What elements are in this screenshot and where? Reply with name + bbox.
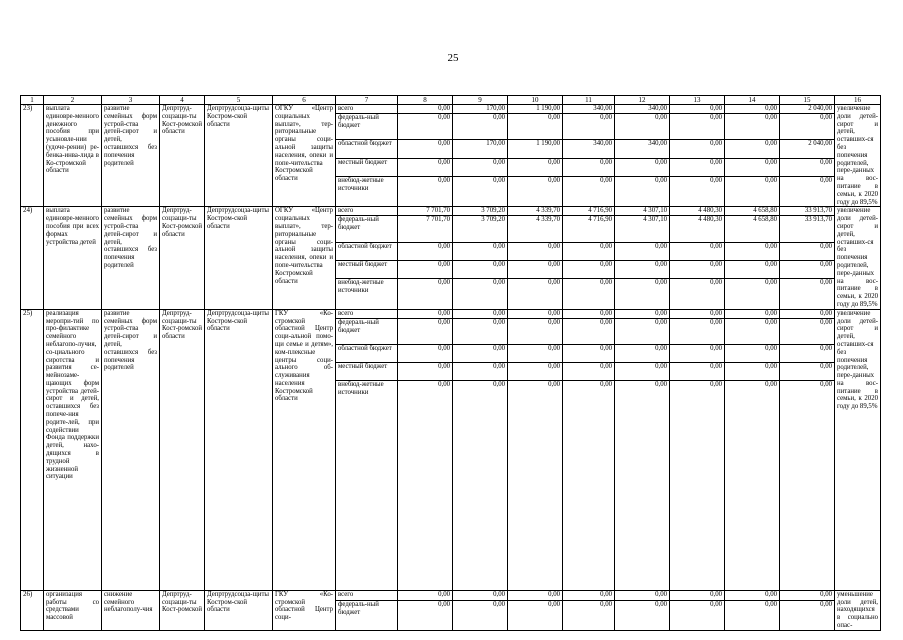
table-row [21,309,881,318]
expected-result: увеличение доли детей-сирот и детей, оставших-ся без попечения родителей, пере-данных на вос-питание в семьи, к 2020 году до 89,5% [835,105,881,207]
amount-cell: 0,00 [508,114,563,140]
amount-cell: 0,00 [453,261,508,279]
amount-cell: 0,00 [398,279,453,309]
amount-cell: 0,00 [615,344,670,362]
amount-cell: 0,00 [725,590,780,600]
amount-cell: 0,00 [615,242,670,260]
amount-cell: 0,00 [563,590,615,600]
amount-cell: 0,00 [563,158,615,176]
amount-cell: 340,00 [563,140,615,158]
amount-cell: 0,00 [725,105,780,114]
amount-cell: 0,00 [453,158,508,176]
amount-cell: 0,00 [780,114,835,140]
funding-source: внебюд-жетные источники [336,176,398,206]
amount-cell: 0,00 [615,176,670,206]
amount-cell: 0,00 [508,590,563,600]
amount-cell: 0,00 [670,380,725,590]
amount-cell: 0,00 [780,344,835,362]
measure-name: выплата единовре-менного денежного пособия при усыновле-нии (удоче-рении) ре-бенка-инва-лида в Ко-стромской области [44,105,102,207]
executor: Депртруд-соцзащи-ты Кост-ромской области [160,105,205,207]
amount-cell: 0,00 [398,362,453,380]
amount-cell: 0,00 [615,318,670,344]
amount-cell: 2 040,00 [780,140,835,158]
recipient: ОГКУ «Центр социальных выплат», тер-риториальные органы соци-альной защиты населения, опеки и попе-чительства Костромской области [273,207,336,309]
amount-cell: 0,00 [670,344,725,362]
amount-cell: 0,00 [670,279,725,309]
amount-cell: 0,00 [398,176,453,206]
funding-source: областной бюджет [336,140,398,158]
amount-cell: 340,00 [615,105,670,114]
amount-cell: 0,00 [615,362,670,380]
amount-cell: 0,00 [508,309,563,318]
amount-cell: 0,00 [508,176,563,206]
amount-cell: 0,00 [725,140,780,158]
amount-cell: 0,00 [780,380,835,590]
amount-cell: 2 040,00 [780,105,835,114]
amount-cell: 4 716,90 [563,216,615,242]
funding-source: областной бюджет [336,344,398,362]
amount-cell: 0,00 [780,176,835,206]
amount-cell: 0,00 [670,242,725,260]
amount-cell: 1 190,00 [508,140,563,158]
amount-cell: 0,00 [780,590,835,600]
amount-cell: 0,00 [398,344,453,362]
executor: Депртруд-соцзащи-ты Кост-ромской области [160,207,205,309]
program-table [20,95,881,631]
funding-source: местный бюджет [336,362,398,380]
amount-cell: 0,00 [670,176,725,206]
amount-cell: 170,00 [453,140,508,158]
measure-goal: развитие семейных форм устрой-ства детей-сирот и детей, оставшихся без попечения родителей [102,309,160,590]
header-cell: 9 [453,96,508,105]
funding-source: федераль-ный бюджет [336,601,398,631]
amount-cell: 0,00 [563,344,615,362]
amount-cell: 0,00 [398,590,453,600]
amount-cell: 0,00 [615,279,670,309]
amount-cell: 0,00 [563,601,615,631]
funding-source: всего [336,207,398,216]
amount-cell: 0,00 [508,344,563,362]
header-cell: 6 [273,96,336,105]
amount-cell: 0,00 [453,318,508,344]
header-cell: 5 [205,96,273,105]
amount-cell: 0,00 [508,362,563,380]
row-number: 26) [21,590,44,630]
funding-source: областной бюджет [336,242,398,260]
header-row [21,96,881,105]
expected-result: увеличение доли детей-сирот и детей, оставших-ся без попечения родителей, пере-данных на вос-питание в семьи, к 2020 году до 89,5% [835,207,881,309]
amount-cell: 0,00 [453,344,508,362]
amount-cell: 0,00 [670,140,725,158]
amount-cell: 0,00 [670,309,725,318]
amount-cell: 0,00 [563,242,615,260]
row-number: 25) [21,309,44,590]
funding-source: федераль-ный бюджет [336,216,398,242]
measure-name: выплата единовре-менного пособия при всех формах устройства детей [44,207,102,309]
amount-cell: 33 913,70 [780,216,835,242]
amount-cell: 340,00 [563,105,615,114]
funding-source: всего [336,309,398,318]
measure-name: организация работы со средствами массовой [44,590,102,630]
amount-cell: 0,00 [508,318,563,344]
amount-cell: 4 307,10 [615,216,670,242]
amount-cell: 0,00 [670,261,725,279]
amount-cell: 0,00 [453,114,508,140]
amount-cell: 0,00 [563,279,615,309]
executor: Депртруд-соцзащи-ты Кост-ромской области [160,309,205,590]
amount-cell: 0,00 [725,309,780,318]
amount-cell: 4 658,80 [725,216,780,242]
table-row [21,105,881,114]
amount-cell: 0,00 [508,261,563,279]
amount-cell: 0,00 [725,344,780,362]
amount-cell: 0,00 [453,362,508,380]
amount-cell: 0,00 [563,261,615,279]
amount-cell: 0,00 [398,105,453,114]
amount-cell: 0,00 [780,158,835,176]
table-row [21,590,881,600]
header-cell: 14 [725,96,780,105]
amount-cell: 0,00 [780,309,835,318]
amount-cell: 0,00 [398,242,453,260]
recipient: ОГКУ «Центр социальных выплат», тер-риториальные органы соци-альной защиты населения, опеки и попе-чительства Костромской области [273,105,336,207]
funding-source: местный бюджет [336,158,398,176]
amount-cell: 0,00 [398,158,453,176]
header-cell: 7 [336,96,398,105]
amount-cell: 340,00 [615,140,670,158]
amount-cell: 0,00 [398,309,453,318]
amount-cell: 0,00 [398,380,453,590]
amount-cell: 4 480,30 [670,207,725,216]
funding-source: всего [336,590,398,600]
amount-cell: 0,00 [615,309,670,318]
amount-cell: 0,00 [725,114,780,140]
amount-cell: 4 339,70 [508,207,563,216]
header-cell: 13 [670,96,725,105]
recipient: ГКУ «Ко-стромской областной Центр соци- [273,590,336,630]
amount-cell: 7 701,70 [398,207,453,216]
measure-name: реализация меропри-тий по про-филактике семейного неблагопо-лучия, со-циального сиротства и развития се-мейнозаме-щающих форм устройства детей-сирот и детей, оставшихся без попече-ния родите-лей, при содействии Фонда поддержки детей, нахо-дящихся в трудной жизненной ситуации [44,309,102,590]
amount-cell: 0,00 [563,362,615,380]
amount-cell: 3 709,20 [453,216,508,242]
funding-source: всего [336,105,398,114]
amount-cell: 0,00 [725,176,780,206]
amount-cell: 0,00 [615,601,670,631]
amount-cell: 170,00 [453,105,508,114]
amount-cell: 0,00 [398,114,453,140]
amount-cell: 0,00 [670,362,725,380]
amount-cell: 0,00 [725,261,780,279]
amount-cell: 0,00 [725,380,780,590]
measure-goal: развитие семейных форм устрой-ства детей-сирот и детей, оставшихся без попечения родителей [102,105,160,207]
amount-cell: 4 658,80 [725,207,780,216]
amount-cell: 4 339,70 [508,216,563,242]
amount-cell: 33 913,70 [780,207,835,216]
header-cell: 16 [835,96,881,105]
recipient: ГКУ «Ко-стромской областной Центр соци-альной помо-щи семье и детям», ком-плексные центры соци-ального об-служивания населения Костромской области [273,309,336,590]
funding-source: местный бюджет [336,261,398,279]
amount-cell: 0,00 [780,362,835,380]
header-cell: 12 [615,96,670,105]
co-executor: Депртрудсоцза-щиты Костром-ской области [205,105,273,207]
amount-cell: 0,00 [725,601,780,631]
row-number: 24) [21,207,44,309]
funding-source: внебюд-жетные источники [336,279,398,309]
amount-cell: 0,00 [670,114,725,140]
amount-cell: 0,00 [615,590,670,600]
amount-cell: 0,00 [615,158,670,176]
co-executor: Депртрудсоцза-щиты Костром-ской области [205,207,273,309]
amount-cell: 0,00 [563,318,615,344]
header-cell: 4 [160,96,205,105]
page-number: 25 [447,52,459,64]
co-executor: Депртрудсоцза-щиты Костром-ской области [205,309,273,590]
amount-cell: 0,00 [398,601,453,631]
amount-cell: 0,00 [453,590,508,600]
amount-cell: 0,00 [670,590,725,600]
amount-cell: 0,00 [725,362,780,380]
amount-cell: 0,00 [508,601,563,631]
amount-cell: 0,00 [563,380,615,590]
amount-cell: 4 307,10 [615,207,670,216]
funding-source: федераль-ный бюджет [336,318,398,344]
funding-source: внебюд-жетные источники [336,380,398,590]
header-cell: 11 [563,96,615,105]
amount-cell: 4 716,90 [563,207,615,216]
amount-cell: 0,00 [670,158,725,176]
amount-cell: 0,00 [453,176,508,206]
executor: Депртруд-соцзащи-ты Кост-ромской [160,590,205,630]
expected-result: уменьшение доли детей, находящихся в социально опас- [835,590,881,630]
amount-cell: 0,00 [670,318,725,344]
amount-cell: 0,00 [615,380,670,590]
row-number: 23) [21,105,44,207]
header-cell: 2 [44,96,102,105]
amount-cell: 0,00 [780,279,835,309]
amount-cell: 0,00 [670,105,725,114]
amount-cell: 0,00 [563,309,615,318]
amount-cell: 0,00 [398,261,453,279]
co-executor: Депртрудсоцза-щиты Костром-ской области [205,590,273,630]
header-cell: 15 [780,96,835,105]
amount-cell: 0,00 [453,380,508,590]
amount-cell: 3 709,20 [453,207,508,216]
amount-cell: 0,00 [453,601,508,631]
amount-cell: 0,00 [725,242,780,260]
amount-cell: 0,00 [780,261,835,279]
amount-cell: 0,00 [398,318,453,344]
amount-cell: 0,00 [780,242,835,260]
amount-cell: 0,00 [398,140,453,158]
amount-cell: 0,00 [780,601,835,631]
measure-goal: развитие семейных форм устрой-ства детей-сирот и детей, оставшихся без попечения родителей [102,207,160,309]
amount-cell: 0,00 [453,279,508,309]
amount-cell: 0,00 [508,158,563,176]
amount-cell: 0,00 [725,279,780,309]
expected-result: увеличение доли детей-сирот и детей, оставших-ся без попечения родителей, пере-данных на вос-питание в семьи, к 2020 году до 89,5% [835,309,881,590]
measure-goal: снижение семейного неблагополу-чия [102,590,160,630]
amount-cell: 0,00 [508,380,563,590]
amount-cell: 0,00 [615,114,670,140]
funding-source: федераль-ный бюджет [336,114,398,140]
table-row [21,207,881,216]
amount-cell: 0,00 [508,242,563,260]
amount-cell: 0,00 [780,318,835,344]
header-cell: 8 [398,96,453,105]
header-cell: 3 [102,96,160,105]
amount-cell: 0,00 [453,242,508,260]
amount-cell: 0,00 [615,261,670,279]
amount-cell: 0,00 [563,176,615,206]
amount-cell: 0,00 [725,158,780,176]
amount-cell: 0,00 [670,601,725,631]
amount-cell: 4 480,30 [670,216,725,242]
amount-cell: 0,00 [508,279,563,309]
amount-cell: 1 190,00 [508,105,563,114]
amount-cell: 0,00 [453,309,508,318]
header-cell: 10 [508,96,563,105]
header-cell: 1 [21,96,44,105]
amount-cell: 0,00 [725,318,780,344]
amount-cell: 7 701,70 [398,216,453,242]
amount-cell: 0,00 [563,114,615,140]
